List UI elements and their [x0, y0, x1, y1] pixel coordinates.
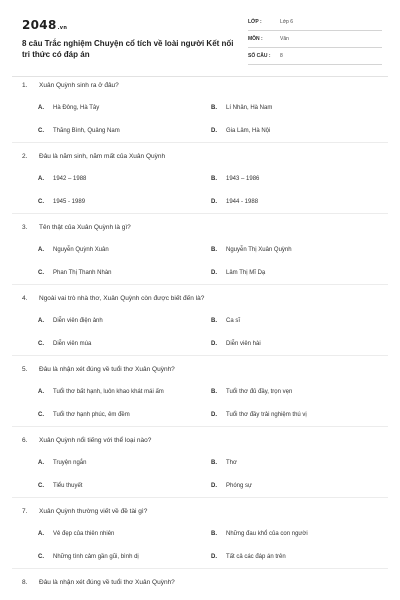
question-divider [12, 497, 388, 498]
option-d[interactable] [211, 483, 252, 489]
option-letter: B. [211, 389, 217, 395]
option-text: Thơ [226, 460, 237, 466]
option-c[interactable] [38, 554, 139, 560]
option-a[interactable] [38, 389, 164, 395]
option-letter: D. [211, 341, 217, 347]
option-letter: A. [38, 247, 44, 253]
option-letter: A. [38, 105, 44, 111]
option-text: Diễn viên điện ảnh [53, 318, 103, 324]
meta-label-count: SỐ CÂU : [248, 53, 271, 59]
option-letter: A. [38, 176, 44, 182]
question-text [22, 224, 131, 231]
option-letter: B. [211, 176, 217, 182]
option-text: Diễn viên múa [53, 341, 92, 347]
question-divider [12, 568, 388, 569]
option-letter: C. [38, 341, 44, 347]
option-text: 1945 - 1989 [53, 199, 86, 205]
option-letter: A. [38, 460, 44, 466]
meta-label-subject: MÔN : [248, 36, 263, 42]
question-prompt: Đâu là năm sinh, năm mất của Xuân Quỳnh [39, 153, 166, 160]
option-text: Hà Đông, Hà Tây [53, 105, 100, 111]
option-c[interactable] [38, 128, 120, 134]
option-c[interactable] [38, 483, 82, 489]
page-title: 8 câu Trắc nghiệm Chuyện cổ tích về loài người Kết nối tri thức có đáp án [22, 39, 234, 59]
page-header [22, 14, 382, 72]
option-b[interactable] [211, 389, 292, 395]
option-text: Nguyễn Quỳnh Xuân [53, 247, 109, 253]
option-text: Gia Lâm, Hà Nội [226, 128, 271, 134]
option-text: Phóng sự [226, 483, 253, 489]
option-text: Tuổi thơ hạnh phúc, êm đềm [53, 412, 130, 418]
option-letter: D. [211, 128, 217, 134]
question-number: 3. [22, 224, 28, 231]
question-divider [12, 355, 388, 356]
header-divider [12, 76, 388, 77]
question-divider [12, 284, 388, 285]
option-a[interactable] [38, 105, 99, 111]
option-b[interactable] [211, 460, 237, 466]
option-d[interactable] [211, 412, 307, 418]
option-a[interactable] [38, 531, 114, 537]
option-a[interactable] [38, 247, 109, 253]
option-c[interactable] [38, 341, 91, 347]
option-text: Thăng Bình, Quảng Nam [53, 128, 120, 134]
option-letter: A. [38, 531, 44, 537]
option-text: Nguyễn Thị Xuân Quỳnh [226, 247, 292, 253]
option-a[interactable] [38, 176, 86, 182]
question-number: 7. [22, 508, 28, 515]
meta-row-subject [248, 31, 382, 48]
site-logo[interactable] [22, 18, 67, 32]
option-text: Những tình cảm gần gũi, bình dị [53, 554, 139, 560]
meta-value-class: Lớp 6 [280, 19, 294, 25]
option-b[interactable] [211, 105, 272, 111]
option-letter: C. [38, 128, 44, 134]
question-prompt: Xuân Quỳnh thường viết về đề tài gì? [39, 508, 148, 515]
option-letter: C. [38, 554, 44, 560]
option-letter: A. [38, 318, 44, 324]
option-b[interactable] [211, 247, 292, 253]
option-text: Truyện ngắn [53, 460, 87, 466]
question-text [22, 295, 204, 302]
option-text: Tất cả các đáp án trên [226, 554, 286, 560]
option-text: Ca sĩ [226, 318, 241, 324]
question-prompt: Xuân Quỳnh nổi tiếng với thể loại nào? [39, 437, 152, 444]
question-prompt: Ngoài vai trò nhà thơ, Xuân Quỳnh còn được biết đến là? [39, 295, 205, 302]
option-d[interactable] [211, 270, 265, 276]
option-letter: D. [211, 554, 217, 560]
option-d[interactable] [211, 128, 270, 134]
option-text: 1942 – 1988 [53, 176, 87, 182]
option-letter: C. [38, 270, 44, 276]
question-divider [12, 213, 388, 214]
option-text: Tiểu thuyết [53, 483, 83, 489]
option-letter: D. [211, 412, 217, 418]
option-text: Diễn viên hài [226, 341, 261, 347]
option-text: Lâm Thị Mĩ Dạ [226, 270, 266, 276]
option-letter: D. [211, 270, 217, 276]
question-prompt: Đâu là nhận xét đúng về tuổi thơ Xuân Quỳnh? [39, 579, 175, 586]
option-text: 1943 – 1986 [226, 176, 260, 182]
option-c[interactable] [38, 270, 112, 276]
question-number: 8. [22, 579, 28, 586]
question-number: 5. [22, 366, 28, 373]
question-prompt: Xuân Quỳnh sinh ra ở đâu? [39, 82, 119, 89]
option-text: Lí Nhân, Hà Nam [226, 105, 273, 111]
option-letter: C. [38, 483, 44, 489]
question-number: 2. [22, 153, 28, 160]
question-divider [12, 426, 388, 427]
question-prompt: Tên thật của Xuân Quỳnh là gì? [39, 224, 131, 231]
logo-main: 2048 [22, 18, 57, 32]
logo-suffix: .vn [57, 25, 68, 31]
option-text: Vẻ đẹp của thiên nhiên [53, 531, 115, 537]
question-text [22, 508, 147, 515]
meta-row-count [248, 48, 382, 65]
option-c[interactable] [38, 199, 85, 205]
question-text [22, 579, 175, 586]
option-b[interactable] [211, 531, 308, 537]
option-text: Tuổi thơ đầy trải nghiệm thú vị [226, 412, 307, 418]
question-number: 6. [22, 437, 28, 444]
question-text [22, 366, 175, 373]
question-text [22, 437, 151, 444]
meta-value-count: 8 [280, 53, 283, 59]
question-prompt: Đâu là nhận xét đúng về tuổi thơ Xuân Quỳnh? [39, 366, 175, 373]
option-letter: B. [211, 531, 217, 537]
option-a[interactable] [38, 460, 86, 466]
question-text [22, 153, 165, 160]
option-c[interactable] [38, 412, 130, 418]
meta-row-class [248, 14, 382, 31]
option-letter: A. [38, 389, 44, 395]
option-letter: B. [211, 247, 217, 253]
option-letter: D. [211, 483, 217, 489]
question-divider [12, 142, 388, 143]
option-letter: B. [211, 105, 217, 111]
option-d[interactable] [211, 199, 258, 205]
option-text: Những đau khổ của con người [226, 531, 308, 537]
option-d[interactable] [211, 554, 286, 560]
question-number: 4. [22, 295, 28, 302]
option-a[interactable] [38, 318, 103, 324]
option-text: 1944 - 1988 [226, 199, 259, 205]
option-d[interactable] [211, 341, 261, 347]
option-b[interactable] [211, 318, 240, 324]
meta-label-class: LỚP : [248, 19, 262, 25]
option-letter: C. [38, 412, 44, 418]
option-text: Tuổi thơ bất hạnh, luôn khao khát mái ấm [53, 389, 164, 395]
option-text: Phan Thị Thanh Nhàn [53, 270, 112, 276]
option-letter: B. [211, 460, 217, 466]
option-letter: B. [211, 318, 217, 324]
question-number: 1. [22, 82, 28, 89]
meta-value-subject: Văn [280, 36, 289, 42]
quiz-meta [248, 14, 382, 65]
option-letter: D. [211, 199, 217, 205]
option-text: Tuổi thơ đủ đầy, trọn vẹn [226, 389, 293, 395]
question-text [22, 82, 119, 89]
option-letter: C. [38, 199, 44, 205]
option-b[interactable] [211, 176, 259, 182]
